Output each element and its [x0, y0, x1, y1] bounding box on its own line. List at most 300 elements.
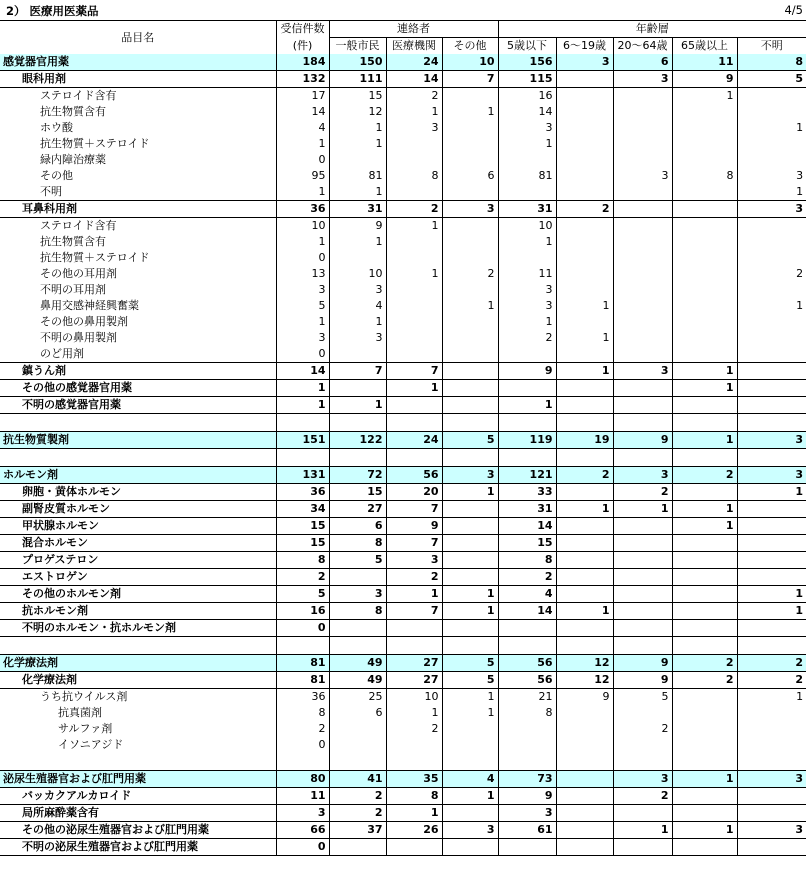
value-cell: 8	[498, 705, 556, 721]
value-cell	[442, 637, 498, 655]
age-header-20-64: 20～64歳	[613, 38, 672, 55]
subcategory-row	[0, 201, 806, 218]
value-cell: 2	[386, 88, 442, 105]
value-cell: 3	[498, 120, 556, 136]
value-cell	[672, 104, 737, 120]
item-name-cell	[0, 414, 276, 432]
table-row	[0, 314, 806, 330]
value-cell: 95	[276, 168, 329, 184]
value-cell: 1	[737, 689, 806, 706]
value-cell	[613, 449, 672, 467]
item-name-cell: 副腎皮質ホルモン	[0, 501, 276, 518]
value-cell: 3	[613, 363, 672, 380]
value-cell: 3	[737, 168, 806, 184]
value-cell: 6	[442, 168, 498, 184]
value-cell	[737, 282, 806, 298]
value-cell: 34	[276, 501, 329, 518]
table-row	[0, 184, 806, 201]
category-row	[0, 467, 806, 484]
value-cell: 2	[672, 467, 737, 484]
value-cell: 1	[276, 397, 329, 414]
value-cell	[556, 737, 613, 753]
value-cell	[556, 788, 613, 805]
spacer-row	[0, 637, 806, 655]
value-cell	[556, 484, 613, 501]
value-cell	[442, 363, 498, 380]
value-cell	[556, 88, 613, 105]
item-name-cell: 抗生物質＋ステロイド	[40, 251, 150, 264]
value-cell: 2	[442, 266, 498, 282]
value-cell: 8	[386, 788, 442, 805]
value-cell: 73	[498, 771, 556, 788]
value-cell: 3	[276, 805, 329, 822]
subcategory-row	[0, 822, 806, 839]
value-cell	[672, 805, 737, 822]
value-cell	[737, 218, 806, 235]
value-cell: 12	[556, 655, 613, 672]
value-cell	[672, 484, 737, 501]
value-cell: 16	[276, 603, 329, 620]
value-cell	[613, 839, 672, 856]
value-cell	[556, 314, 613, 330]
value-cell: 1	[556, 298, 613, 314]
value-cell: 1	[737, 603, 806, 620]
value-cell	[556, 266, 613, 282]
value-cell: 3	[276, 330, 329, 346]
value-cell	[386, 298, 442, 314]
table-row	[0, 250, 806, 266]
value-cell: 2	[672, 655, 737, 672]
value-cell	[672, 569, 737, 586]
value-cell	[442, 839, 498, 856]
value-cell: 20	[386, 484, 442, 501]
value-cell	[737, 839, 806, 856]
value-cell: 15	[276, 518, 329, 535]
value-cell	[613, 637, 672, 655]
value-cell: 1	[276, 184, 329, 201]
value-cell: 1	[329, 120, 386, 136]
value-cell	[737, 788, 806, 805]
value-cell: 14	[276, 363, 329, 380]
value-cell	[672, 414, 737, 432]
value-cell	[613, 266, 672, 282]
value-cell	[737, 805, 806, 822]
value-cell	[672, 620, 737, 637]
value-cell	[672, 346, 737, 363]
subcategory-row	[0, 603, 806, 620]
value-cell	[386, 737, 442, 753]
value-cell	[613, 346, 672, 363]
value-cell: 6	[329, 518, 386, 535]
value-cell	[737, 501, 806, 518]
value-cell: 1	[556, 603, 613, 620]
value-cell	[442, 620, 498, 637]
value-cell	[737, 753, 806, 771]
value-cell: 3	[737, 467, 806, 484]
value-cell: 1	[329, 136, 386, 152]
value-cell	[556, 120, 613, 136]
value-cell: 14	[386, 71, 442, 88]
value-cell: 9	[672, 71, 737, 88]
value-cell	[556, 721, 613, 737]
item-name-cell: ホルモン剤	[0, 467, 276, 484]
value-cell	[442, 88, 498, 105]
value-cell: 14	[498, 518, 556, 535]
value-cell	[442, 234, 498, 250]
item-name-cell: 抗真菌剤	[58, 706, 102, 719]
item-name-cell	[0, 637, 276, 655]
value-cell	[556, 637, 613, 655]
value-cell	[613, 397, 672, 414]
value-cell: 2	[386, 721, 442, 737]
value-cell	[613, 314, 672, 330]
value-cell: 3	[737, 822, 806, 839]
value-cell: 0	[276, 152, 329, 168]
value-cell: 1	[737, 586, 806, 603]
value-cell	[442, 218, 498, 235]
value-cell	[329, 637, 386, 655]
value-cell	[737, 518, 806, 535]
value-cell	[556, 518, 613, 535]
value-cell: 37	[329, 822, 386, 839]
value-cell	[737, 363, 806, 380]
received-count-unit: (件)	[276, 38, 329, 55]
value-cell: 72	[329, 467, 386, 484]
value-cell	[556, 586, 613, 603]
value-cell: 31	[329, 201, 386, 218]
age-header-65plus: 65歳以上	[672, 38, 737, 55]
value-cell	[556, 414, 613, 432]
item-name-cell: 不明の鼻用製剤	[40, 331, 117, 344]
value-cell	[329, 620, 386, 637]
value-cell: 115	[498, 71, 556, 88]
value-cell	[329, 152, 386, 168]
value-cell: 7	[386, 501, 442, 518]
value-cell	[442, 569, 498, 586]
subcategory-row	[0, 518, 806, 535]
value-cell	[672, 266, 737, 282]
value-cell: 3	[556, 54, 613, 71]
value-cell: 1	[386, 805, 442, 822]
value-cell	[613, 805, 672, 822]
value-cell: 21	[498, 689, 556, 706]
item-name-cell: 卵胞・黄体ホルモン	[0, 484, 276, 501]
value-cell	[613, 120, 672, 136]
value-cell: 17	[276, 88, 329, 105]
value-cell	[613, 620, 672, 637]
contact-header-other: その他	[442, 38, 498, 55]
value-cell: 2	[613, 484, 672, 501]
value-cell	[276, 414, 329, 432]
subcategory-row	[0, 71, 806, 88]
value-cell	[672, 234, 737, 250]
item-name-cell: バッカクアルカロイド	[0, 788, 276, 805]
value-cell: 1	[498, 234, 556, 250]
value-cell	[386, 184, 442, 201]
value-cell: 1	[329, 397, 386, 414]
value-cell: 15	[329, 88, 386, 105]
value-cell	[556, 380, 613, 397]
value-cell	[613, 104, 672, 120]
value-cell: 2	[386, 201, 442, 218]
value-cell	[613, 152, 672, 168]
value-cell: 0	[276, 346, 329, 363]
value-cell: 2	[498, 569, 556, 586]
value-cell	[737, 535, 806, 552]
value-cell	[737, 449, 806, 467]
value-cell	[386, 346, 442, 363]
subcategory-row	[0, 501, 806, 518]
item-name-cell: イソニアジド	[58, 738, 124, 751]
value-cell: 0	[276, 737, 329, 753]
value-cell	[442, 501, 498, 518]
value-cell: 10	[442, 54, 498, 71]
value-cell: 2	[276, 721, 329, 737]
value-cell	[386, 282, 442, 298]
value-cell: 7	[386, 603, 442, 620]
value-cell: 3	[276, 282, 329, 298]
value-cell	[556, 152, 613, 168]
item-name-cell: 緑内障治療薬	[40, 153, 106, 166]
value-cell	[672, 705, 737, 721]
value-cell	[442, 250, 498, 266]
value-cell: 8	[276, 705, 329, 721]
value-cell	[672, 449, 737, 467]
value-cell	[442, 753, 498, 771]
subcategory-row	[0, 805, 806, 822]
value-cell: 81	[329, 168, 386, 184]
value-cell	[556, 71, 613, 88]
value-cell: 41	[329, 771, 386, 788]
item-name-cell: ステロイド含有	[40, 89, 117, 102]
value-cell: 81	[276, 655, 329, 672]
value-cell	[556, 839, 613, 856]
value-cell: 9	[386, 518, 442, 535]
value-cell: 8	[329, 603, 386, 620]
value-cell: 2	[329, 805, 386, 822]
value-cell	[276, 753, 329, 771]
table-row	[0, 282, 806, 298]
value-cell	[329, 753, 386, 771]
value-cell: 7	[442, 71, 498, 88]
value-cell	[672, 298, 737, 314]
value-cell: 1	[442, 298, 498, 314]
value-cell	[442, 330, 498, 346]
value-cell	[329, 839, 386, 856]
value-cell: 1	[498, 136, 556, 152]
value-cell	[386, 839, 442, 856]
value-cell	[737, 234, 806, 250]
table-row	[0, 266, 806, 282]
value-cell: 3	[329, 586, 386, 603]
value-cell	[672, 201, 737, 218]
value-cell	[329, 721, 386, 737]
value-cell: 10	[386, 689, 442, 706]
value-cell	[613, 535, 672, 552]
item-name-cell	[0, 753, 276, 771]
subcategory-row	[0, 788, 806, 805]
subcategory-row	[0, 363, 806, 380]
value-cell	[737, 250, 806, 266]
value-cell	[442, 518, 498, 535]
value-cell: 2	[737, 672, 806, 689]
value-cell	[386, 620, 442, 637]
value-cell	[498, 637, 556, 655]
item-name-cell: 眼科用剤	[0, 71, 276, 88]
value-cell: 1	[672, 771, 737, 788]
value-cell	[672, 250, 737, 266]
table-row	[0, 234, 806, 250]
value-cell	[442, 136, 498, 152]
value-cell	[672, 397, 737, 414]
value-cell: 81	[498, 168, 556, 184]
value-cell	[442, 346, 498, 363]
value-cell: 1	[672, 363, 737, 380]
item-column-header: 品目名	[0, 21, 276, 55]
value-cell: 1	[276, 234, 329, 250]
age-group-header: 年齢層	[498, 21, 806, 38]
value-cell: 1	[737, 120, 806, 136]
value-cell	[442, 414, 498, 432]
value-cell: 1	[737, 484, 806, 501]
value-cell: 1	[442, 705, 498, 721]
value-cell	[386, 397, 442, 414]
value-cell: 2	[737, 266, 806, 282]
value-cell: 8	[276, 552, 329, 569]
value-cell	[613, 330, 672, 346]
item-name-cell: その他の感覚器官用薬	[0, 380, 276, 397]
value-cell: 3	[737, 201, 806, 218]
value-cell: 3	[442, 822, 498, 839]
value-cell	[556, 771, 613, 788]
value-cell: 36	[276, 484, 329, 501]
value-cell: 1	[442, 104, 498, 120]
value-cell: 25	[329, 689, 386, 706]
value-cell	[276, 449, 329, 467]
value-cell: 1	[672, 822, 737, 839]
value-cell	[613, 218, 672, 235]
item-name-cell: 不明の泌尿生殖器官および肛門用薬	[0, 839, 276, 856]
value-cell: 122	[329, 432, 386, 449]
value-cell	[386, 250, 442, 266]
value-cell	[386, 330, 442, 346]
value-cell	[556, 397, 613, 414]
value-cell	[442, 380, 498, 397]
value-cell	[737, 104, 806, 120]
value-cell: 1	[442, 484, 498, 501]
value-cell	[498, 346, 556, 363]
value-cell	[613, 250, 672, 266]
item-name-cell: うち抗ウイルス剤	[40, 690, 128, 703]
table-row	[0, 737, 806, 753]
category-row	[0, 54, 806, 71]
value-cell	[386, 234, 442, 250]
value-cell: 12	[329, 104, 386, 120]
value-cell	[613, 414, 672, 432]
section-title: 2） 医療用医薬品	[6, 4, 99, 18]
value-cell: 8	[672, 168, 737, 184]
spacer-row	[0, 753, 806, 771]
value-cell: 11	[498, 266, 556, 282]
value-cell	[329, 569, 386, 586]
report-header	[0, 0, 807, 20]
contact-group-header: 連絡者	[329, 21, 498, 38]
item-name-cell: エストロゲン	[0, 569, 276, 586]
value-cell	[386, 152, 442, 168]
value-cell	[672, 637, 737, 655]
value-cell	[556, 234, 613, 250]
value-cell: 4	[498, 586, 556, 603]
value-cell: 1	[613, 822, 672, 839]
value-cell: 131	[276, 467, 329, 484]
value-cell: 1	[498, 397, 556, 414]
value-cell: 81	[276, 672, 329, 689]
table-header	[0, 21, 806, 55]
value-cell	[613, 518, 672, 535]
value-cell: 1	[556, 363, 613, 380]
table-row	[0, 689, 806, 706]
value-cell: 1	[276, 314, 329, 330]
value-cell: 35	[386, 771, 442, 788]
value-cell: 12	[556, 672, 613, 689]
value-cell	[737, 330, 806, 346]
value-cell: 1	[386, 380, 442, 397]
item-name-cell: 耳鼻科用剤	[0, 201, 276, 218]
value-cell: 2	[737, 655, 806, 672]
subcategory-row	[0, 620, 806, 637]
value-cell: 33	[498, 484, 556, 501]
value-cell	[556, 168, 613, 184]
value-cell	[556, 282, 613, 298]
item-name-cell: 甲状腺ホルモン	[0, 518, 276, 535]
age-header-unknown: 不明	[737, 38, 806, 55]
value-cell	[672, 753, 737, 771]
value-cell	[672, 586, 737, 603]
value-cell	[672, 314, 737, 330]
value-cell	[498, 753, 556, 771]
value-cell	[498, 414, 556, 432]
value-cell: 3	[442, 467, 498, 484]
item-name-cell: 不明のホルモン・抗ホルモン剤	[0, 620, 276, 637]
value-cell: 3	[613, 771, 672, 788]
value-cell	[498, 152, 556, 168]
value-cell	[386, 414, 442, 432]
value-cell: 1	[672, 88, 737, 105]
value-cell	[737, 737, 806, 753]
table-row	[0, 705, 806, 721]
value-cell: 1	[386, 586, 442, 603]
value-cell: 15	[498, 535, 556, 552]
value-cell: 9	[556, 689, 613, 706]
value-cell: 1	[386, 266, 442, 282]
spacer-row	[0, 414, 806, 432]
value-cell: 2	[556, 467, 613, 484]
value-cell: 1	[442, 689, 498, 706]
value-cell: 1	[329, 314, 386, 330]
value-cell	[556, 705, 613, 721]
value-cell	[613, 552, 672, 569]
value-cell: 36	[276, 689, 329, 706]
value-cell	[329, 414, 386, 432]
value-cell	[556, 218, 613, 235]
value-cell	[386, 637, 442, 655]
value-cell: 4	[442, 771, 498, 788]
value-cell	[442, 805, 498, 822]
value-cell: 5	[442, 655, 498, 672]
value-cell: 49	[329, 655, 386, 672]
value-cell: 2	[556, 201, 613, 218]
item-name-cell: プロゲステロン	[0, 552, 276, 569]
